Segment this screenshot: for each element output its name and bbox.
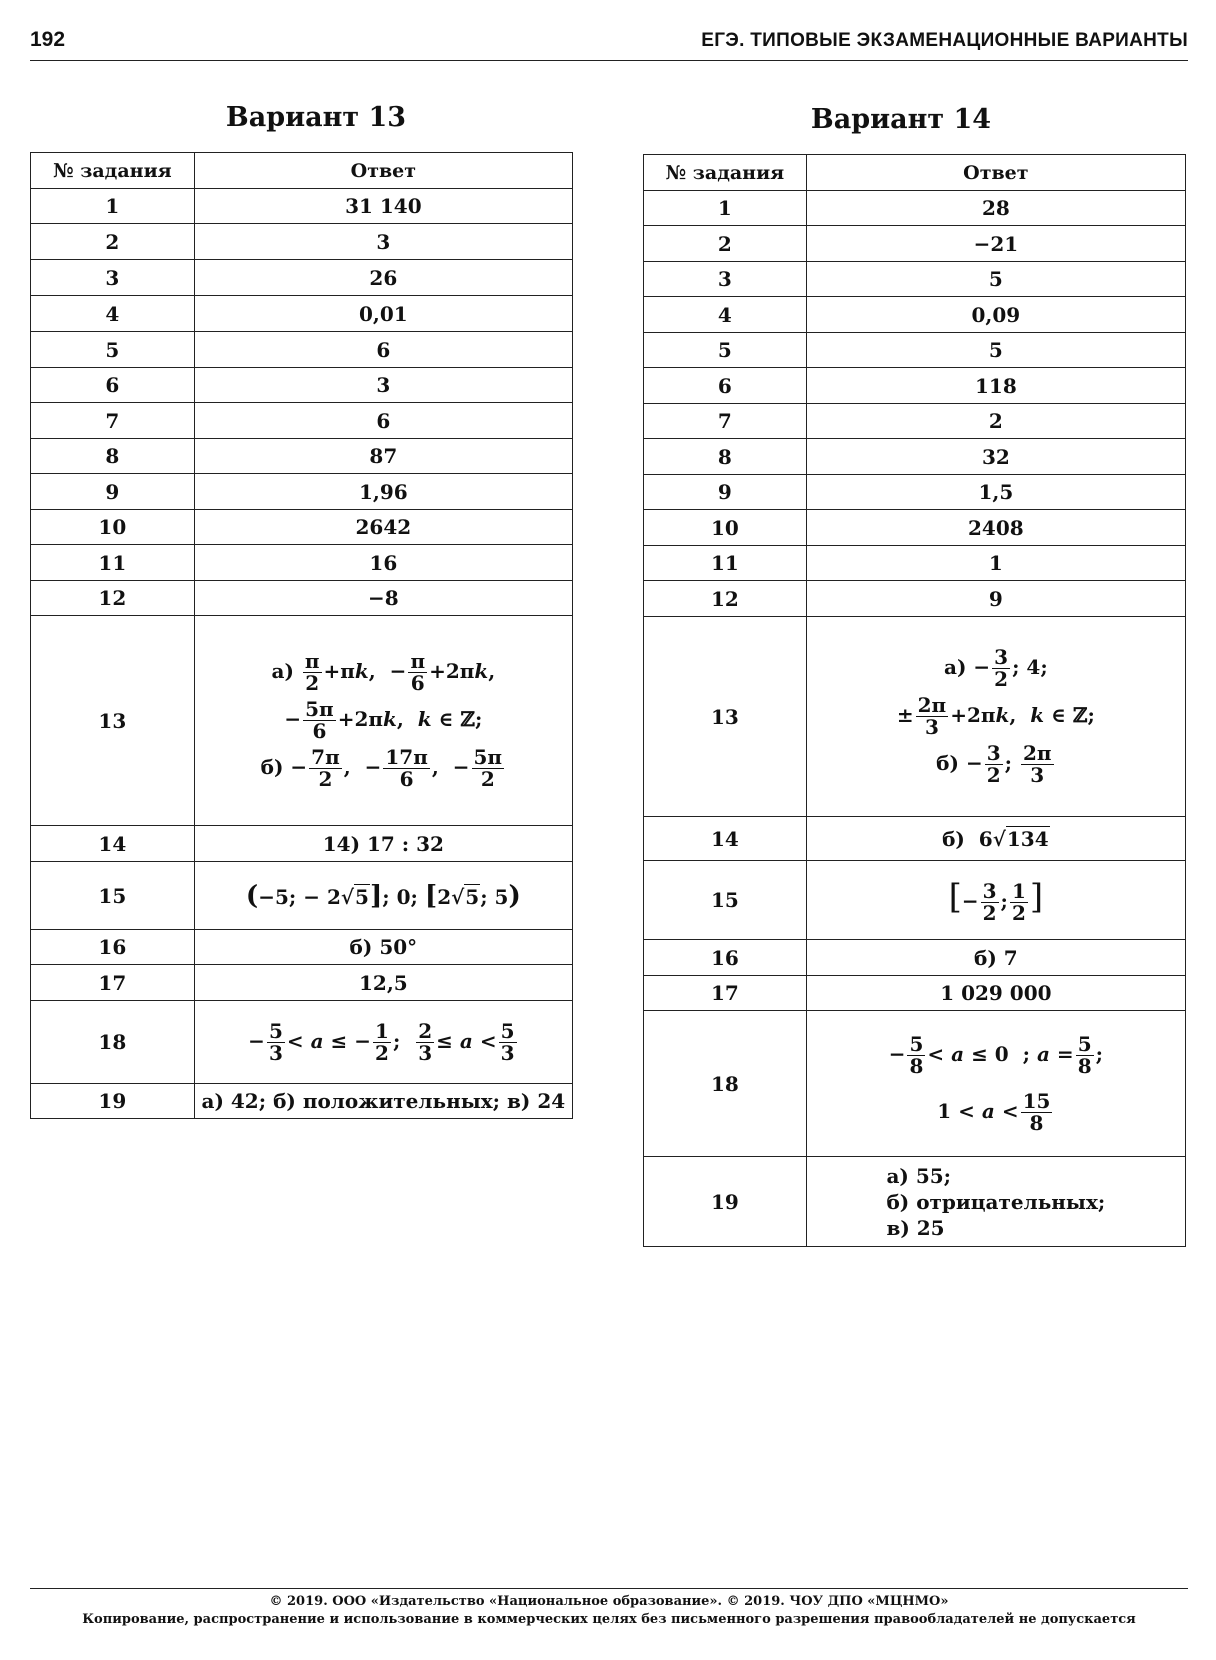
page-header — [30, 22, 1188, 61]
table-row: 9 1,5 — [644, 475, 1186, 510]
table-row: 4 0,01 — [31, 296, 573, 332]
table-row: 7 6 — [31, 403, 573, 439]
column-header-answer: Ответ — [194, 153, 572, 189]
table-row: 2 3 — [31, 224, 573, 260]
page-footer — [30, 1588, 1188, 1628]
answer-18-formula: − $\frac{5}{8}$ < a ≤ 0 ; a = $\frac{5}{8}$ ; 1 < a < $\frac{15}{8}$ — [806, 1011, 1185, 1157]
page-number: 192 — [30, 28, 66, 51]
table-row: 6 118 — [644, 368, 1186, 404]
table-row: 7 2 — [644, 404, 1186, 439]
variant-14-title: Вариант 14 — [810, 104, 992, 135]
answer-15-formula: (−5; − 2√5]; 0; [2√5; 5) — [194, 862, 572, 930]
table-row: 15 (−5; − 2√5]; 0; [2√5; 5) — [31, 862, 573, 930]
table-row: 12 9 — [644, 581, 1186, 617]
variant-13-title: Вариант 13 — [225, 102, 407, 133]
answer-19-multiline: а) 55; б) отрицательных; в) 25 — [806, 1157, 1185, 1247]
table-row: 19 а) 55; б) отрицательных; в) 25 — [644, 1157, 1186, 1247]
table-row: 19 а) 42; б) положительных; в) 24 — [31, 1084, 573, 1119]
table-row: 13 а) $\frac{\pi}{2}$ +πk, − $\frac{\pi}{6}$ +2πk, − $\frac{5\pi}{6}$ +2πk, k ∈ ℤ; б) − $\frac{7\pi}{2}$ , − $\frac{17\pi}{6}$ , − $\frac{5\pi}{2}$ — [31, 616, 573, 826]
table-row: 18 − $\frac{5}{3}$ < a ≤ − $\frac{1}{2}$ ; $\frac{2}{3}$ ≤ a < $\frac{5}{3}$ — [31, 1001, 573, 1084]
table-row: 5 5 — [644, 333, 1186, 368]
table-row: 15 [− $\frac{3}{2}$ ; $\frac{1}{2}$ ] — [644, 861, 1186, 940]
answer-14-formula: б) 6√134 — [806, 817, 1185, 861]
table-row: 8 32 — [644, 439, 1186, 475]
variant-14-table — [643, 154, 1186, 1247]
table-row: 1 31 140 — [31, 189, 573, 224]
table-row: 4 0,09 — [644, 297, 1186, 333]
answer-18-formula: − $\frac{5}{3}$ < a ≤ − $\frac{1}{2}$ ; $\frac{2}{3}$ ≤ a < $\frac{5}{3}$ — [194, 1001, 572, 1084]
table-row: 12 −8 — [31, 581, 573, 616]
table-row: 6 3 — [31, 368, 573, 403]
table-row: 1 28 — [644, 191, 1186, 226]
answer-13-formula: а) $\frac{\pi}{2}$ +πk, − $\frac{\pi}{6}$ +2πk, − $\frac{5\pi}{6}$ +2πk, k ∈ ℤ; б) − $\frac{7\pi}{2}$ , − $\frac{17\pi}{6}$ , − $\frac{5\pi}{2}$ — [194, 616, 572, 826]
table-row: 18 − $\frac{5}{8}$ < a ≤ 0 ; a = $\frac{5}{8}$ ; 1 < a < $\frac{15}{8}$ — [644, 1011, 1186, 1157]
table-row: 8 87 — [31, 439, 573, 474]
running-title: ЕГЭ. ТИПОВЫЕ ЭКЗАМЕНАЦИОННЫЕ ВАРИАНТЫ — [701, 30, 1188, 51]
table-row: 14 б) 6√134 — [644, 817, 1186, 861]
table-row: 16 б) 50° — [31, 930, 573, 965]
copyright-notice: Копирование, распространение и использование в коммерческих целях без письменного разрешения правообладателей не допускается — [82, 1611, 1136, 1627]
table-row: 9 1,96 — [31, 474, 573, 510]
column-header-answer: Ответ — [806, 155, 1185, 191]
table-row: 5 6 — [31, 332, 573, 368]
table-row: 13 а) − $\frac{3}{2}$ ; 4; ± $\frac{2\pi}{3}$ +2πk, k ∈ ℤ; б) − $\frac{3}{2}$ ; $\frac{2\pi}{3}$ — [644, 617, 1186, 817]
variant-13-table — [30, 152, 573, 1119]
column-header-task: № задания — [31, 153, 195, 189]
table-row: 10 2642 — [31, 510, 573, 545]
table-row: 11 16 — [31, 545, 573, 581]
answer-13-formula: а) − $\frac{3}{2}$ ; 4; ± $\frac{2\pi}{3}$ +2πk, k ∈ ℤ; б) − $\frac{3}{2}$ ; $\frac{2\pi}{3}$ — [806, 617, 1185, 817]
answer-15-formula: [− $\frac{3}{2}$ ; $\frac{1}{2}$ ] — [806, 861, 1185, 940]
table-row: 3 26 — [31, 260, 573, 296]
table-row: 11 1 — [644, 546, 1186, 581]
copyright-line: © 2019. ООО «Издательство «Национальное образование». © 2019. ЧОУ ДПО «МЦНМО» — [269, 1594, 949, 1609]
table-row: 17 1 029 000 — [644, 976, 1186, 1011]
table-row: 17 12,5 — [31, 965, 573, 1001]
table-row: 2 −21 — [644, 226, 1186, 262]
table-row: 16 б) 7 — [644, 940, 1186, 976]
table-row: 14 14) 17 : 32 — [31, 826, 573, 862]
table-row: 3 5 — [644, 262, 1186, 297]
table-row: 10 2408 — [644, 510, 1186, 546]
column-header-task: № задания — [644, 155, 807, 191]
